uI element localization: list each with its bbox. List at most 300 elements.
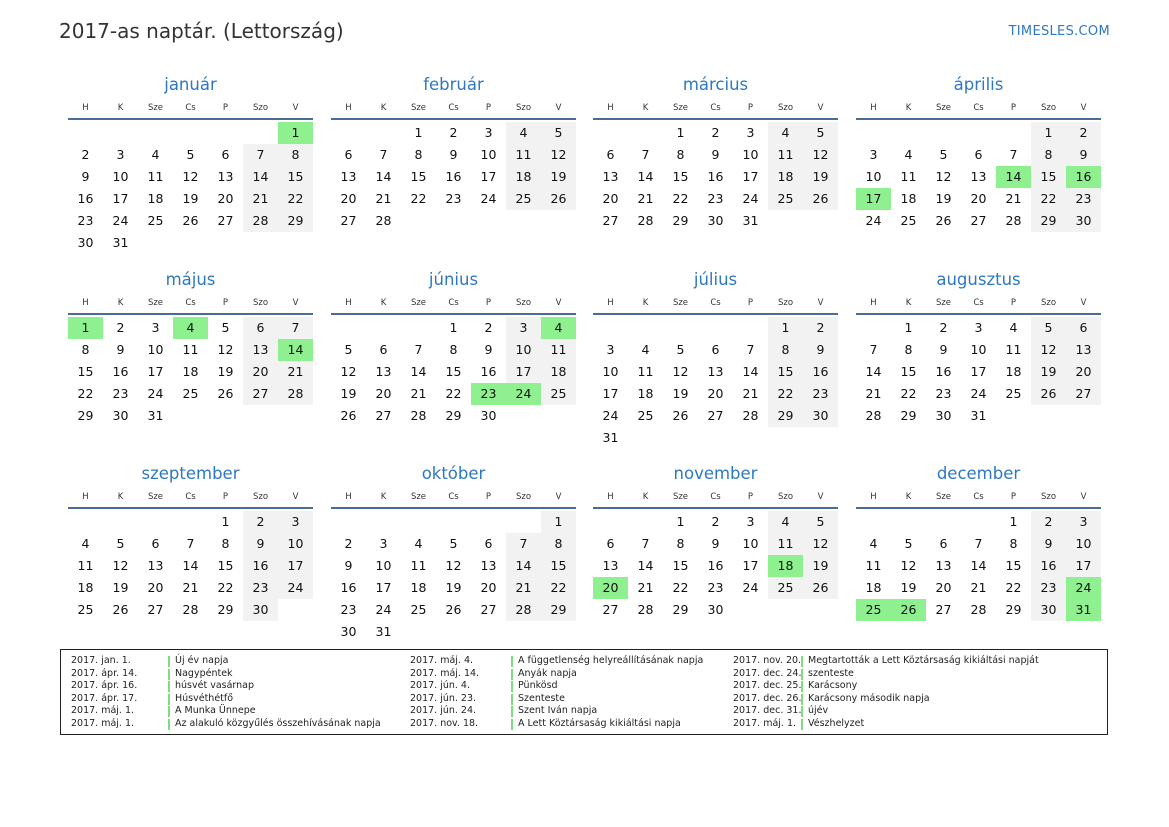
holiday-marker (168, 669, 170, 680)
holiday-date: 2017. jún. 4. (410, 680, 471, 692)
day-cell: 17 (278, 555, 313, 577)
holiday-date: 2017. jún. 24. (410, 705, 477, 717)
day-cell: 28 (637, 602, 654, 617)
weekday-header (856, 490, 1101, 504)
day-cell: 30 (480, 408, 497, 423)
holiday-date: 2017. jún. 23. (410, 692, 477, 704)
month-name: április (953, 75, 1004, 94)
holiday-marker (801, 669, 803, 680)
day-cell: 8 (676, 147, 685, 162)
month-name: június (428, 270, 479, 289)
day-cell: 8 (541, 533, 576, 555)
day-cell: 15 (217, 558, 234, 573)
day-cell: 30 (243, 599, 278, 621)
day-cell: 9 (81, 169, 90, 184)
holiday-marker (801, 656, 803, 667)
day-cell: 17 (506, 361, 541, 383)
day-cell: 9 (711, 536, 720, 551)
weekday-label: V (555, 492, 562, 502)
day-cell: 22 (77, 386, 94, 401)
weekday-label: Szo (515, 492, 532, 502)
day-cell: 25 (1005, 386, 1022, 401)
day-cell: 31 (742, 213, 759, 228)
weekday-label: P (222, 492, 229, 502)
day-cell: 20 (375, 386, 392, 401)
day-cell: 30 (77, 235, 94, 250)
day-cell: 15 (1031, 166, 1066, 188)
weekday-label: Sze (672, 103, 689, 113)
day-cell: 4 (151, 147, 160, 162)
day-cell: 19 (935, 191, 952, 206)
day-cell: 21 (970, 580, 987, 595)
holiday-day-cell: 1 (278, 122, 313, 144)
holiday-legend (60, 649, 1108, 735)
day-cell: 23 (707, 580, 724, 595)
day-cell: 22 (410, 191, 427, 206)
day-cell: 29 (1031, 210, 1066, 232)
month-szeptember (68, 463, 313, 648)
month-name: október (421, 464, 486, 483)
day-cell: 15 (900, 364, 917, 379)
day-cell: 25 (77, 602, 94, 617)
day-cell: 21 (506, 577, 541, 599)
day-cell: 13 (243, 339, 278, 361)
holiday-name: Vészhelyzet (808, 717, 865, 729)
month-április (856, 74, 1101, 259)
holiday-date: 2017. ápr. 17. (71, 692, 138, 704)
day-cell: 2 (939, 320, 948, 335)
weekday-label: V (1080, 492, 1087, 502)
day-cell: 27 (602, 213, 619, 228)
day-cell: 25 (541, 383, 576, 405)
day-cell: 2 (344, 536, 353, 551)
day-cell: 3 (379, 536, 388, 551)
day-cell: 3 (746, 514, 755, 529)
holiday-day-cell: 26 (891, 599, 926, 621)
weekday-header (856, 101, 1101, 115)
day-cell: 8 (1009, 536, 1018, 551)
day-cell: 15 (1005, 558, 1022, 573)
holiday-day-cell: 14 (278, 339, 313, 361)
day-cell: 6 (1066, 317, 1101, 339)
day-cell: 23 (803, 383, 838, 405)
day-cell: 6 (379, 342, 388, 357)
day-cell: 27 (480, 602, 497, 617)
weekday-label: Szo (1040, 492, 1057, 502)
holiday-name: újév (808, 705, 829, 717)
weekday-label: K (117, 492, 124, 502)
day-cell: 3 (869, 147, 878, 162)
day-cell: 9 (344, 558, 353, 573)
day-cell: 13 (935, 558, 952, 573)
day-cell: 1 (1009, 514, 1018, 529)
weekday-label: Sze (935, 492, 952, 502)
day-cell: 25 (147, 213, 164, 228)
day-cell: 2 (116, 320, 125, 335)
day-cell: 24 (742, 191, 759, 206)
day-cell: 22 (768, 383, 803, 405)
day-cell: 25 (768, 577, 803, 599)
month-november (593, 463, 838, 648)
weekday-header (68, 490, 313, 504)
weekday-label: H (82, 492, 89, 502)
day-cell: 2 (484, 320, 493, 335)
day-cell: 17 (742, 558, 759, 573)
weekday-label: V (555, 298, 562, 308)
holiday-date: 2017. dec. 31. (733, 705, 802, 717)
weekday-header (331, 490, 576, 504)
holiday-day-cell: 25 (856, 599, 891, 621)
weekday-label: Sze (147, 492, 164, 502)
day-cell: 28 (506, 599, 541, 621)
weekday-label: P (485, 492, 492, 502)
weekday-label: Cs (710, 492, 721, 502)
day-cell: 11 (865, 558, 882, 573)
day-cell: 14 (182, 558, 199, 573)
holiday-date: 2017. máj. 4. (410, 655, 474, 666)
day-cell: 3 (506, 317, 541, 339)
day-cell: 17 (970, 364, 987, 379)
day-cell: 12 (672, 364, 689, 379)
weekday-label: K (642, 492, 649, 502)
weekday-label: H (607, 103, 614, 113)
day-cell: 2 (243, 511, 278, 533)
day-cell: 3 (974, 320, 983, 335)
day-cell: 17 (147, 364, 164, 379)
weekday-label: Cs (973, 298, 984, 308)
day-cell: 11 (506, 144, 541, 166)
holiday-name: szenteste (808, 667, 854, 679)
day-cell: 20 (340, 191, 357, 206)
day-cell: 5 (939, 147, 948, 162)
day-cell: 5 (449, 536, 458, 551)
day-cell: 25 (768, 188, 803, 210)
day-cell: 18 (182, 364, 199, 379)
day-cell: 27 (147, 602, 164, 617)
day-cell: 1 (676, 514, 685, 529)
weekday-label: Cs (448, 492, 459, 502)
day-cell: 18 (1005, 364, 1022, 379)
holiday-day-cell: 17 (856, 188, 891, 210)
weekday-label: Sze (935, 298, 952, 308)
day-cell: 30 (803, 405, 838, 427)
day-cell: 5 (676, 342, 685, 357)
holiday-name: A Lett Köztársaság kikiáltási napja (518, 717, 681, 729)
holiday-marker (511, 706, 513, 717)
day-cell: 6 (484, 536, 493, 551)
holiday-day-cell: 14 (996, 166, 1031, 188)
day-cell: 13 (1066, 339, 1101, 361)
day-cell: 28 (182, 602, 199, 617)
day-cell: 29 (278, 210, 313, 232)
header-rule (856, 118, 1101, 120)
day-cell: 7 (379, 147, 388, 162)
day-cell: 6 (606, 536, 615, 551)
day-cell: 10 (602, 364, 619, 379)
day-cell: 4 (869, 536, 878, 551)
day-cell: 2 (81, 147, 90, 162)
weekday-label: Sze (147, 298, 164, 308)
day-cell: 7 (243, 144, 278, 166)
holiday-date: 2017. máj. 1. (71, 705, 135, 717)
day-cell: 14 (506, 555, 541, 577)
day-cell: 21 (182, 580, 199, 595)
day-cell: 25 (410, 602, 427, 617)
day-cell: 29 (217, 602, 234, 617)
day-cell: 27 (602, 602, 619, 617)
weekday-label: K (905, 298, 912, 308)
day-cell: 11 (77, 558, 94, 573)
day-cell: 17 (480, 169, 497, 184)
weekday-label: P (222, 298, 229, 308)
holiday-date: 2017. nov. 20. (733, 655, 802, 666)
holiday-day-cell: 20 (593, 577, 628, 599)
holiday-date: 2017. máj. 1. (71, 717, 135, 729)
day-cell: 28 (278, 383, 313, 405)
day-cell: 30 (112, 408, 129, 423)
holiday-name: Anyák napja (518, 667, 577, 679)
day-cell: 16 (1031, 555, 1066, 577)
holiday-marker (511, 669, 513, 680)
day-cell: 20 (935, 580, 952, 595)
day-cell: 7 (641, 147, 650, 162)
day-cell: 6 (606, 147, 615, 162)
day-cell: 16 (803, 361, 838, 383)
weekday-label: P (222, 103, 229, 113)
holiday-name: Megtartották a Lett Köztársaság kikiáltási napját (808, 655, 1039, 666)
weekday-label: H (870, 298, 877, 308)
day-cell: 4 (1009, 320, 1018, 335)
weekday-label: H (607, 298, 614, 308)
day-cell: 23 (243, 577, 278, 599)
day-cell: 8 (414, 147, 423, 162)
day-cell: 6 (243, 317, 278, 339)
day-cell: 4 (768, 122, 803, 144)
day-cell: 20 (480, 580, 497, 595)
day-cell: 14 (970, 558, 987, 573)
day-cell: 9 (803, 339, 838, 361)
day-cell: 22 (445, 386, 462, 401)
day-cell: 21 (742, 386, 759, 401)
weekday-header (593, 490, 838, 504)
day-cell: 18 (900, 191, 917, 206)
day-cell: 4 (81, 536, 90, 551)
month-február (331, 74, 576, 259)
holiday-name: Szenteste (518, 692, 565, 704)
weekday-header (331, 296, 576, 310)
day-cell: 24 (970, 386, 987, 401)
day-cell: 6 (711, 342, 720, 357)
day-cell: 9 (449, 147, 458, 162)
day-cell: 2 (1031, 511, 1066, 533)
holiday-date: 2017. dec. 25. (733, 680, 802, 692)
day-cell: 9 (939, 342, 948, 357)
day-cell: 9 (243, 533, 278, 555)
day-cell: 3 (746, 125, 755, 140)
header-rule (593, 118, 838, 120)
day-cell: 26 (803, 188, 838, 210)
day-cell: 8 (676, 536, 685, 551)
day-cell: 24 (147, 386, 164, 401)
day-cell: 13 (602, 169, 619, 184)
day-cell: 27 (707, 408, 724, 423)
weekday-label: P (485, 103, 492, 113)
header-rule (68, 313, 313, 315)
day-cell: 16 (707, 169, 724, 184)
holiday-day-cell: 16 (1066, 166, 1101, 188)
holiday-marker (511, 719, 513, 730)
weekday-label: P (1010, 492, 1017, 502)
day-cell: 5 (904, 536, 913, 551)
day-cell: 1 (1031, 122, 1066, 144)
day-cell: 23 (77, 213, 94, 228)
day-cell: 27 (375, 408, 392, 423)
day-cell: 20 (243, 361, 278, 383)
weekday-label: P (1010, 298, 1017, 308)
day-cell: 31 (602, 430, 619, 445)
holiday-marker (168, 656, 170, 667)
day-cell: 24 (742, 580, 759, 595)
day-cell: 25 (900, 213, 917, 228)
day-cell: 17 (375, 580, 392, 595)
day-cell: 10 (278, 533, 313, 555)
day-cell: 21 (637, 580, 654, 595)
day-cell: 22 (672, 191, 689, 206)
holiday-name: A függetlenség helyreállításának napja (518, 655, 704, 666)
day-cell: 2 (449, 125, 458, 140)
day-cell: 3 (116, 147, 125, 162)
day-cell: 13 (970, 169, 987, 184)
day-cell: 30 (340, 624, 357, 639)
weekday-label: Szo (515, 298, 532, 308)
month-március (593, 74, 838, 259)
weekday-header (331, 101, 576, 115)
day-cell: 15 (77, 364, 94, 379)
holiday-date: 2017. máj. 14. (410, 667, 480, 679)
day-cell: 16 (340, 580, 357, 595)
holiday-day-cell: 4 (541, 317, 576, 339)
month-július (593, 269, 838, 454)
day-cell: 30 (1031, 599, 1066, 621)
day-cell: 7 (506, 533, 541, 555)
weekday-label: H (345, 298, 352, 308)
day-cell: 1 (676, 125, 685, 140)
weekday-header (856, 296, 1101, 310)
day-cell: 20 (217, 191, 234, 206)
day-cell: 7 (186, 536, 195, 551)
weekday-label: H (345, 103, 352, 113)
weekday-label: V (555, 103, 562, 113)
day-cell: 19 (112, 580, 129, 595)
day-cell: 4 (414, 536, 423, 551)
day-cell: 23 (445, 191, 462, 206)
day-cell: 14 (865, 364, 882, 379)
day-cell: 30 (707, 602, 724, 617)
day-cell: 19 (445, 580, 462, 595)
day-cell: 23 (112, 386, 129, 401)
day-cell: 18 (410, 580, 427, 595)
day-cell: 7 (746, 342, 755, 357)
day-cell: 21 (375, 191, 392, 206)
day-cell: 10 (742, 536, 759, 551)
day-cell: 25 (637, 408, 654, 423)
holiday-day-cell: 1 (68, 317, 103, 339)
day-cell: 12 (803, 144, 838, 166)
header-rule (331, 313, 576, 315)
day-cell: 5 (803, 511, 838, 533)
weekday-label: Szo (515, 103, 532, 113)
day-cell: 16 (707, 558, 724, 573)
day-cell: 18 (541, 361, 576, 383)
weekday-label: Sze (410, 103, 427, 113)
month-name: augusztus (936, 270, 1021, 289)
day-cell: 13 (147, 558, 164, 573)
day-cell: 8 (1031, 144, 1066, 166)
day-cell: 4 (904, 147, 913, 162)
holiday-name: Nagypéntek (175, 667, 233, 679)
day-cell: 12 (112, 558, 129, 573)
day-cell: 23 (935, 386, 952, 401)
day-cell: 3 (151, 320, 160, 335)
day-cell: 11 (637, 364, 654, 379)
weekday-label: Cs (710, 298, 721, 308)
day-cell: 24 (278, 577, 313, 599)
weekday-label: Szo (777, 298, 794, 308)
holiday-marker (168, 694, 170, 705)
day-cell: 31 (375, 624, 392, 639)
month-május (68, 269, 313, 454)
weekday-label: Sze (147, 103, 164, 113)
weekday-label: Sze (935, 103, 952, 113)
day-cell: 12 (803, 533, 838, 555)
day-cell: 16 (243, 555, 278, 577)
header-rule (68, 118, 313, 120)
day-cell: 23 (1066, 188, 1101, 210)
day-cell: 26 (672, 408, 689, 423)
day-cell: 22 (1031, 188, 1066, 210)
day-cell: 21 (410, 386, 427, 401)
day-cell: 19 (182, 191, 199, 206)
weekday-label: Cs (448, 103, 459, 113)
day-cell: 26 (1031, 383, 1066, 405)
holiday-marker (801, 706, 803, 717)
day-cell: 5 (116, 536, 125, 551)
day-cell: 29 (900, 408, 917, 423)
day-cell: 9 (1031, 533, 1066, 555)
weekday-label: K (905, 492, 912, 502)
brand-link[interactable]: TIMESLES.COM (1008, 24, 1110, 39)
day-cell: 23 (707, 191, 724, 206)
day-cell: 22 (900, 386, 917, 401)
header-rule (856, 507, 1101, 509)
day-cell: 11 (768, 533, 803, 555)
day-cell: 21 (1005, 191, 1022, 206)
day-cell: 23 (1031, 577, 1066, 599)
day-cell: 24 (602, 408, 619, 423)
day-cell: 18 (865, 580, 882, 595)
weekday-header (593, 296, 838, 310)
day-cell: 24 (375, 602, 392, 617)
day-cell: 26 (340, 408, 357, 423)
day-cell: 12 (217, 342, 234, 357)
day-cell: 9 (484, 342, 493, 357)
day-cell: 6 (344, 147, 353, 162)
weekday-label: P (747, 492, 754, 502)
day-cell: 13 (217, 169, 234, 184)
day-cell: 10 (147, 342, 164, 357)
day-cell: 19 (541, 166, 576, 188)
day-cell: 8 (221, 536, 230, 551)
